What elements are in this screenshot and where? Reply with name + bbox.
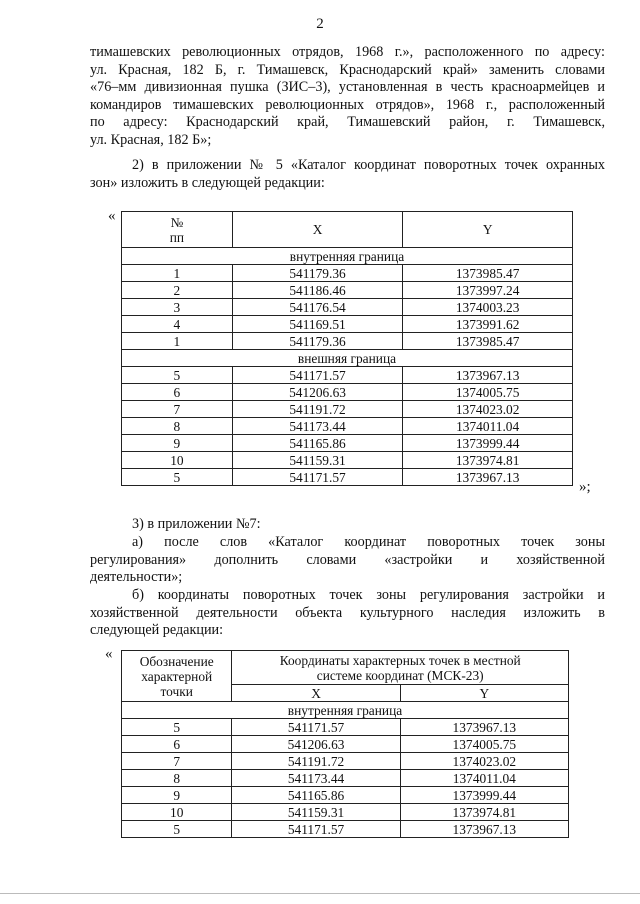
table-2-open-quote: « bbox=[105, 646, 113, 662]
section-row bbox=[122, 350, 573, 367]
table-row bbox=[122, 804, 569, 821]
point-number-cell: 3 bbox=[122, 299, 233, 316]
x-cell: 541173.44 bbox=[232, 418, 403, 435]
header-x: X bbox=[232, 685, 400, 702]
section-title: внутренняя граница bbox=[122, 248, 573, 265]
table-row bbox=[122, 299, 573, 316]
x-cell: 541159.31 bbox=[232, 452, 403, 469]
item-3b-paragraph bbox=[90, 587, 605, 640]
x-cell: 541171.57 bbox=[232, 821, 400, 838]
header-coordinates: Координаты характерных точек в местной системе координат (МСК-23) bbox=[232, 651, 569, 685]
table-row bbox=[122, 316, 573, 333]
item-3a-line: деятельности»; bbox=[90, 569, 183, 586]
point-number-cell: 1 bbox=[122, 333, 233, 350]
item-3-heading bbox=[90, 516, 605, 534]
x-cell: 541179.36 bbox=[232, 333, 403, 350]
item-2-paragraph bbox=[90, 157, 605, 192]
item-3b-line: следующей редакции: bbox=[90, 622, 224, 639]
y-cell: 1374003.23 bbox=[403, 299, 573, 316]
y-cell: 1373967.13 bbox=[400, 821, 568, 838]
point-number-cell: 9 bbox=[122, 435, 233, 452]
x-cell: 541206.63 bbox=[232, 384, 403, 401]
x-cell: 541165.86 bbox=[232, 435, 403, 452]
point-number-cell: 10 bbox=[122, 804, 232, 821]
item-3a-line: а) после слов «Каталог координат поворотных точек зоны bbox=[132, 534, 605, 550]
intro-line: тимашевских революционных отрядов, 1968 г.», расположенного по адресу: bbox=[90, 44, 605, 60]
item-2-line: 2) в приложении № 5 «Каталог координат поворотных точек охранных bbox=[132, 157, 605, 173]
point-number-cell: 6 bbox=[122, 384, 233, 401]
y-cell: 1373985.47 bbox=[403, 333, 573, 350]
coordinates-table-1 bbox=[121, 211, 573, 486]
table-row bbox=[122, 265, 573, 282]
table-row bbox=[122, 367, 573, 384]
table-row bbox=[122, 452, 573, 469]
point-number-cell: 4 bbox=[122, 316, 233, 333]
y-cell: 1373967.13 bbox=[403, 469, 573, 486]
x-cell: 541176.54 bbox=[232, 299, 403, 316]
point-number-cell: 8 bbox=[122, 418, 233, 435]
section-row bbox=[122, 702, 569, 719]
y-cell: 1373999.44 bbox=[400, 787, 568, 804]
x-cell: 541191.72 bbox=[232, 401, 403, 418]
y-cell: 1373999.44 bbox=[403, 435, 573, 452]
y-cell: 1374011.04 bbox=[403, 418, 573, 435]
table-row bbox=[122, 719, 569, 736]
point-number-cell: 5 bbox=[122, 821, 232, 838]
y-cell: 1373967.13 bbox=[403, 367, 573, 384]
table-row bbox=[122, 787, 569, 804]
y-cell: 1374011.04 bbox=[400, 770, 568, 787]
x-cell: 541179.36 bbox=[232, 265, 403, 282]
intro-line: командиров тимашевских революционных отрядов», 1968 г., расположенный bbox=[90, 96, 605, 113]
table-1-open-quote: « bbox=[108, 208, 116, 224]
point-number-cell: 5 bbox=[122, 719, 232, 736]
y-cell: 1374005.75 bbox=[403, 384, 573, 401]
x-cell: 541165.86 bbox=[232, 787, 400, 804]
table-row bbox=[122, 418, 573, 435]
table-row bbox=[122, 736, 569, 753]
x-cell: 541171.57 bbox=[232, 367, 403, 384]
section-title: внешняя граница bbox=[122, 350, 573, 367]
item-3a-line: регулирования» дополнить словами «застройки и хозяйственной bbox=[90, 551, 605, 568]
intro-paragraph bbox=[90, 44, 605, 150]
table-row bbox=[122, 770, 569, 787]
table-row bbox=[122, 469, 573, 486]
y-cell: 1373967.13 bbox=[400, 719, 568, 736]
section-row bbox=[122, 248, 573, 265]
intro-line: «76–мм дивизионная пушка (ЗИС–3), установленная в честь красноармейцев и bbox=[90, 79, 605, 96]
page-divider bbox=[0, 893, 640, 894]
x-cell: 541206.63 bbox=[232, 736, 400, 753]
table-row bbox=[122, 753, 569, 770]
point-number-cell: 2 bbox=[122, 282, 233, 299]
point-number-cell: 5 bbox=[122, 367, 233, 384]
point-number-cell: 1 bbox=[122, 265, 233, 282]
table-1-body bbox=[122, 248, 573, 486]
y-cell: 1373997.24 bbox=[403, 282, 573, 299]
item-3b-line: хозяйственной деятельности объекта культурного наследия изложить в bbox=[90, 604, 605, 621]
item-3b-line: б) координаты поворотных точек зоны регулирования застройки и bbox=[132, 587, 605, 603]
header-number: № пп bbox=[122, 212, 233, 248]
page-number: 2 bbox=[316, 16, 324, 32]
item-3a-paragraph bbox=[90, 534, 605, 587]
x-cell: 541186.46 bbox=[232, 282, 403, 299]
point-number-cell: 10 bbox=[122, 452, 233, 469]
table-row bbox=[122, 282, 573, 299]
table-row bbox=[122, 384, 573, 401]
point-number-cell: 7 bbox=[122, 753, 232, 770]
point-number-cell: 8 bbox=[122, 770, 232, 787]
header-designation: Обозначение характерной точки bbox=[122, 651, 232, 702]
y-cell: 1374005.75 bbox=[400, 736, 568, 753]
table-row bbox=[122, 333, 573, 350]
header-y: Y bbox=[400, 685, 568, 702]
item-3-heading-text: 3) в приложении №7: bbox=[132, 516, 261, 532]
table-row bbox=[122, 821, 569, 838]
x-cell: 541171.57 bbox=[232, 719, 400, 736]
y-cell: 1373985.47 bbox=[403, 265, 573, 282]
point-number-cell: 6 bbox=[122, 736, 232, 753]
y-cell: 1374023.02 bbox=[400, 753, 568, 770]
y-cell: 1373991.62 bbox=[403, 316, 573, 333]
point-number-cell: 5 bbox=[122, 469, 233, 486]
table-row bbox=[122, 401, 573, 418]
table-2-body bbox=[122, 702, 569, 838]
intro-line: по адресу: Краснодарский край, Тимашевский район, г. Тимашевск, bbox=[90, 114, 605, 131]
header-y: Y bbox=[403, 212, 573, 248]
section-title: внутренняя граница bbox=[122, 702, 569, 719]
y-cell: 1373974.81 bbox=[403, 452, 573, 469]
point-number-cell: 7 bbox=[122, 401, 233, 418]
intro-line: ул. Красная, 182 Б»; bbox=[90, 131, 212, 148]
point-number-cell: 9 bbox=[122, 787, 232, 804]
x-cell: 541169.51 bbox=[232, 316, 403, 333]
table-row bbox=[122, 435, 573, 452]
y-cell: 1374023.02 bbox=[403, 401, 573, 418]
item-2-line: зон» изложить в следующей редакции: bbox=[90, 174, 325, 191]
x-cell: 541159.31 bbox=[232, 804, 400, 821]
header-x: X bbox=[232, 212, 403, 248]
table-1-close-quote: »; bbox=[579, 479, 591, 495]
intro-line: ул. Красная, 182 Б, г. Тимашевск, Краснодарский край» заменить словами bbox=[90, 61, 605, 78]
coordinates-table-2 bbox=[121, 650, 569, 838]
x-cell: 541171.57 bbox=[232, 469, 403, 486]
y-cell: 1373974.81 bbox=[400, 804, 568, 821]
x-cell: 541173.44 bbox=[232, 770, 400, 787]
x-cell: 541191.72 bbox=[232, 753, 400, 770]
